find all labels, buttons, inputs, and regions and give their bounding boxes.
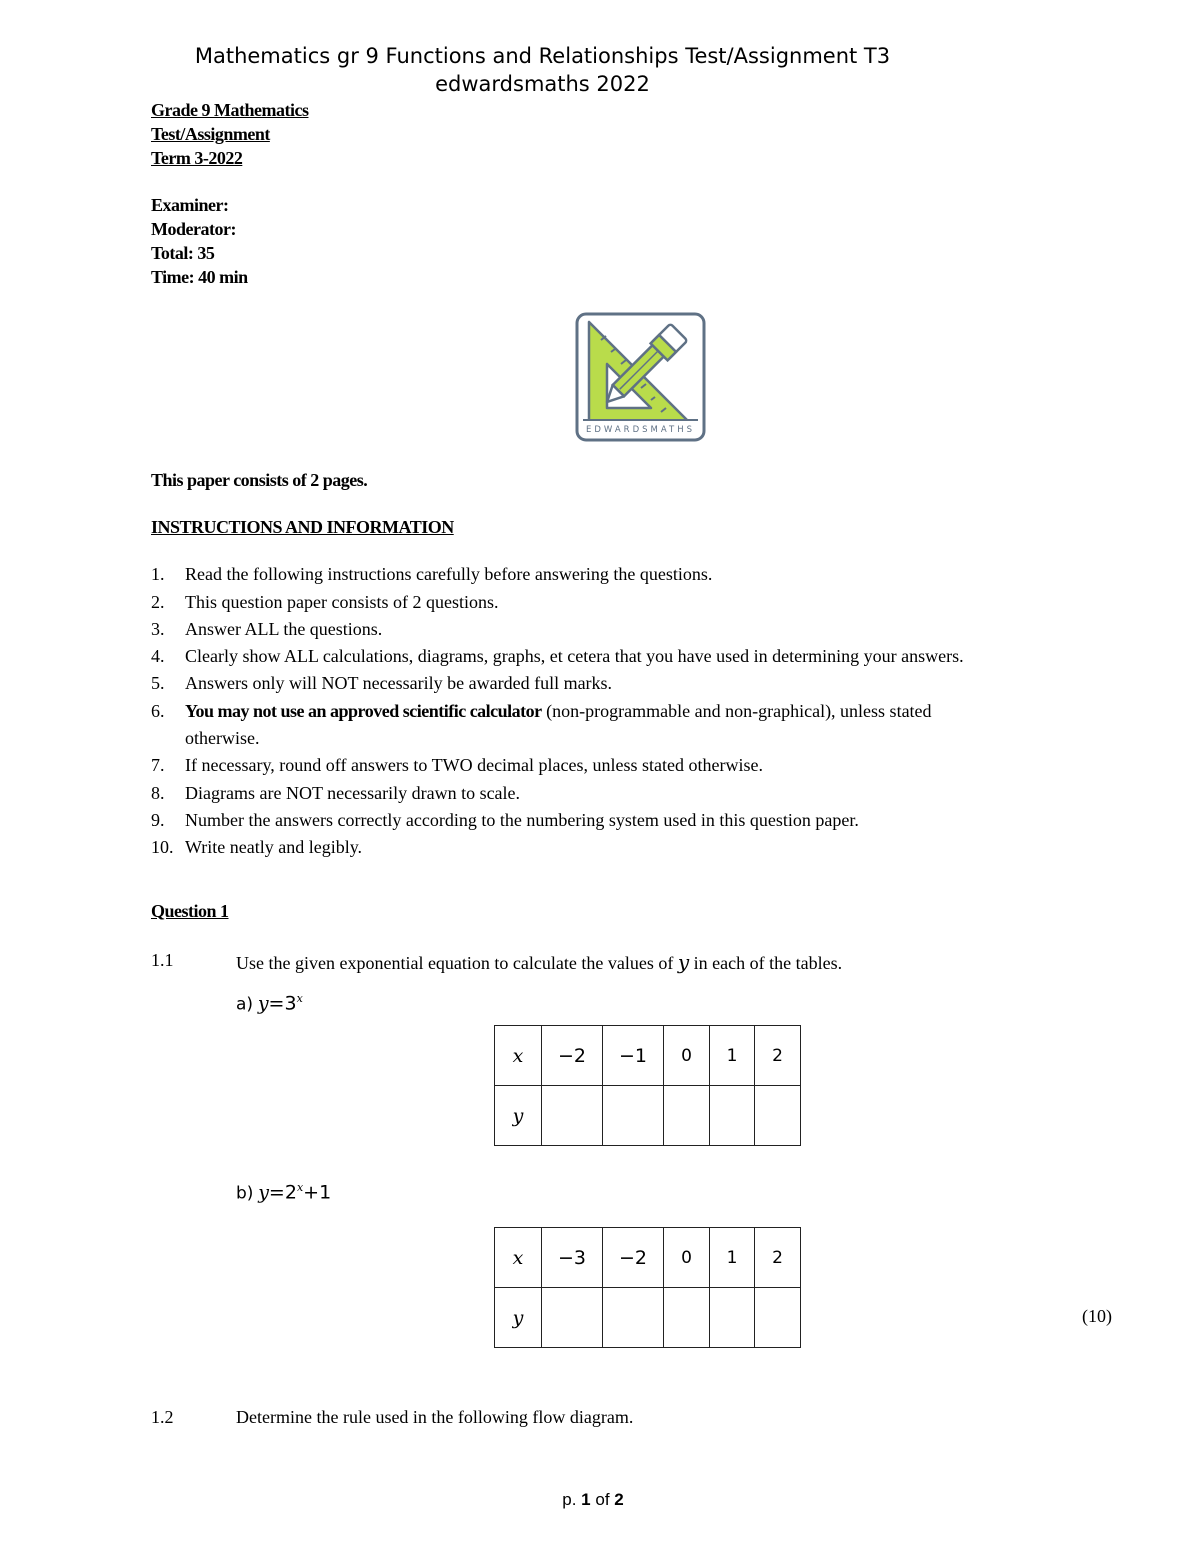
- instruction-number: 5.: [151, 673, 165, 693]
- part-b-exponent: x: [296, 1181, 304, 1194]
- instruction-number: 7.: [151, 755, 165, 775]
- table-a-x-header: x: [495, 1026, 542, 1086]
- table-a-y-row: [495, 1086, 801, 1146]
- instructions-heading: INSTRUCTIONS AND INFORMATION: [151, 517, 454, 537]
- logo-text: EDWARDSMATHS: [586, 425, 695, 435]
- table-a-x-cell: 2: [755, 1026, 801, 1086]
- table-a-x-cell: 1: [710, 1026, 755, 1086]
- table-b-y-answer-cell[interactable]: [542, 1288, 603, 1348]
- table-b-y-answer-cell[interactable]: [603, 1288, 664, 1348]
- paper-type: Test/Assignment: [151, 124, 270, 144]
- part-a-lhs: y: [257, 992, 269, 1015]
- part-b-equation: [236, 1181, 331, 1204]
- table-b-x-cell: 1: [710, 1228, 755, 1288]
- table-b-x-cell: 0: [664, 1228, 710, 1288]
- marks-allocation: (10): [1082, 1306, 1112, 1326]
- instruction-text: Diagrams are NOT necessarily drawn to scale.: [185, 783, 521, 803]
- table-a-x-cell: −1: [603, 1026, 664, 1086]
- table-b-y-answer-cell[interactable]: [755, 1288, 801, 1348]
- question-1-heading: Question 1: [151, 901, 229, 921]
- question-1-2-number: 1.2: [151, 1407, 174, 1427]
- footer-total-pages: 2: [614, 1490, 624, 1509]
- table-b-y-row: [495, 1288, 801, 1348]
- instruction-text: Clearly show ALL calculations, diagrams, graphs, et cetera that you have used in determining your answers.: [185, 646, 964, 666]
- instruction-continuation-text: otherwise.: [185, 728, 260, 748]
- edwardsmaths-logo: [575, 312, 706, 442]
- table-b-x-cell: −2: [603, 1228, 664, 1288]
- table-a-y-answer-cell[interactable]: [755, 1086, 801, 1146]
- instruction-bold-text: You may not use an approved scientific calculator: [185, 701, 542, 721]
- total-marks: Total: 35: [151, 243, 215, 263]
- instruction-number: 9.: [151, 810, 165, 830]
- set-square-pencil-icon: [575, 312, 706, 442]
- instruction-text-rest: (non-programmable and non-graphical), unless stated: [541, 701, 932, 721]
- table-b-x-row: [495, 1228, 801, 1288]
- instruction-text: If necessary, round off answers to TWO decimal places, unless stated otherwise.: [185, 755, 763, 775]
- table-a-y-answer-cell[interactable]: [603, 1086, 664, 1146]
- part-b-label: b): [236, 1183, 254, 1204]
- table-a-y-answer-cell[interactable]: [710, 1086, 755, 1146]
- question-1-1-text-before: Use the given exponential equation to calculate the values of: [236, 953, 678, 973]
- instruction-text: [185, 701, 932, 722]
- instruction-text: Answer ALL the questions.: [185, 619, 383, 639]
- part-a-eq: =3: [268, 992, 297, 1015]
- header-line-2: edwardsmaths 2022: [435, 72, 650, 96]
- question-1-1-number: 1.1: [151, 950, 174, 970]
- table-a-x-row: [495, 1026, 801, 1086]
- question-1-1-text-after: in each of the tables.: [689, 953, 843, 973]
- table-a: [494, 1025, 801, 1146]
- instruction-text: Number the answers correctly according to the numbering system used in this question paper.: [185, 810, 859, 830]
- moderator-label: Moderator:: [151, 219, 236, 239]
- table-b-y-answer-cell[interactable]: [710, 1288, 755, 1348]
- table-b-x-header: x: [495, 1228, 542, 1288]
- variable-y: y: [677, 950, 690, 974]
- instruction-number: 6.: [151, 701, 165, 721]
- part-b-eq: =2: [268, 1181, 297, 1204]
- footer-mid: of: [590, 1490, 615, 1509]
- time-allowed: Time: 40 min: [151, 267, 248, 287]
- instruction-number: 3.: [151, 619, 165, 639]
- instruction-text: Read the following instructions carefully before answering the questions.: [185, 564, 713, 584]
- instruction-number: 10.: [151, 837, 174, 857]
- question-1-2-text: Determine the rule used in the following flow diagram.: [236, 1407, 634, 1427]
- instruction-text: Write neatly and legibly.: [185, 837, 363, 857]
- footer-prefix: p.: [562, 1490, 582, 1509]
- instruction-number: 4.: [151, 646, 165, 666]
- examiner-label: Examiner:: [151, 195, 229, 215]
- part-b-lhs: y: [258, 1181, 269, 1204]
- instruction-number: 1.: [151, 564, 165, 584]
- subject-title: Grade 9 Mathematics: [151, 100, 309, 120]
- pages-note: This paper consists of 2 pages.: [151, 470, 368, 490]
- part-a-exponent: x: [296, 992, 303, 1005]
- table-a-y-answer-cell[interactable]: [664, 1086, 710, 1146]
- table-b-x-cell: 2: [755, 1228, 801, 1288]
- instruction-text: This question paper consists of 2 questions.: [185, 592, 499, 612]
- part-a-label: a): [236, 994, 254, 1015]
- instruction-text: Answers only will NOT necessarily be awarded full marks.: [185, 673, 613, 693]
- part-b-tail: +1: [303, 1181, 332, 1204]
- table-b-y-header: y: [495, 1288, 542, 1348]
- table-b-y-answer-cell[interactable]: [664, 1288, 710, 1348]
- footer-current-page: 1: [581, 1490, 591, 1509]
- table-a-x-cell: −2: [542, 1026, 603, 1086]
- header-line-1: Mathematics gr 9 Functions and Relationships Test/Assignment T3: [194, 44, 891, 68]
- page-footer: [0, 1490, 1186, 1510]
- instruction-number: 2.: [151, 592, 165, 612]
- question-1-1-text: [236, 950, 842, 974]
- table-b-x-cell: −3: [542, 1228, 603, 1288]
- part-a-equation: [236, 992, 303, 1015]
- table-a-x-cell: 0: [664, 1026, 710, 1086]
- table-a-y-header: y: [495, 1086, 542, 1146]
- instruction-number: 8.: [151, 783, 165, 803]
- table-b: [494, 1227, 801, 1348]
- term-label: Term 3-2022: [151, 148, 243, 168]
- table-a-y-answer-cell[interactable]: [542, 1086, 603, 1146]
- instructions-list: [151, 564, 1111, 864]
